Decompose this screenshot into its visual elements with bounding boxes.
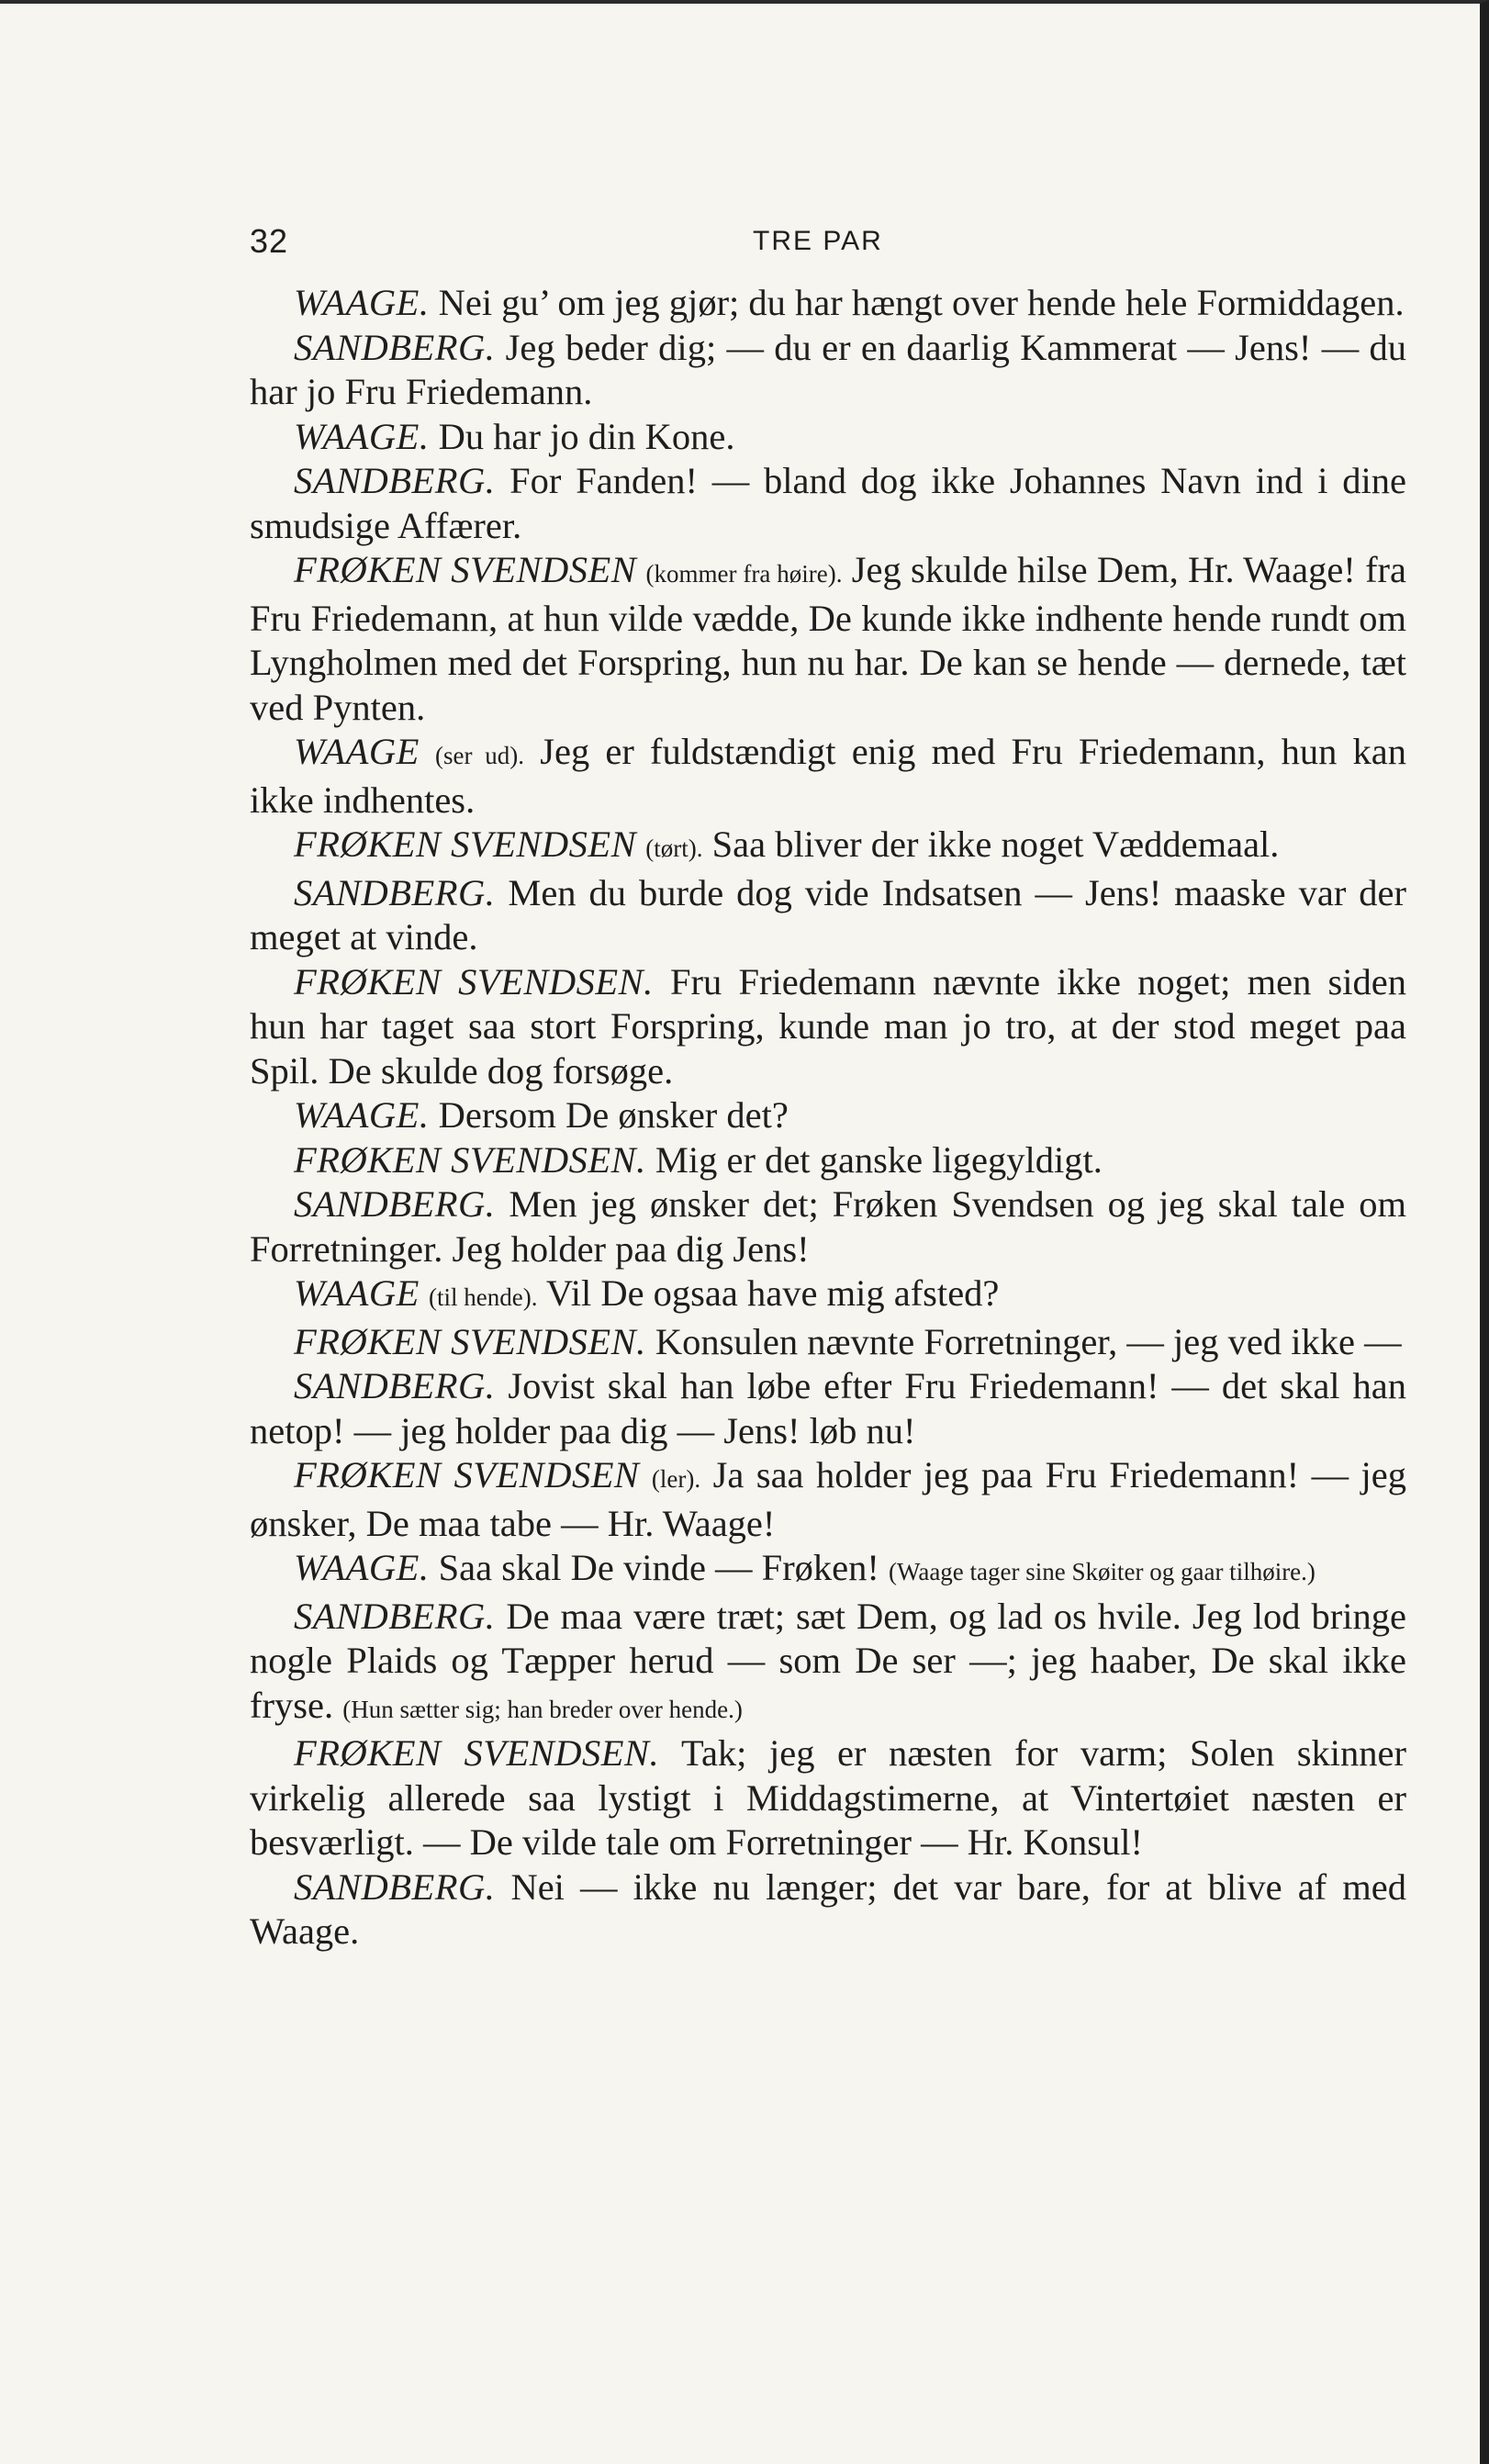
speaker-name: FRØKEN SVENDSEN.: [294, 1732, 660, 1774]
dialogue-text: Nei — ikke nu længer; det var bare, for at blive af med Waage.: [250, 1865, 1407, 1952]
speaker-name: SANDBERG.: [294, 460, 496, 501]
dialogue-paragraph: [250, 459, 1406, 548]
speaker-name: SANDBERG.: [294, 1183, 496, 1225]
dialogue-text: Jovist skal han løbe efter Fru Friedemann! — det skal han netop! — jeg holder paa dig — Jens! løb nu!: [250, 1365, 1407, 1451]
dialogue-paragraph: [250, 960, 1406, 1094]
dialogue-paragraph: [250, 548, 1406, 730]
dialogue-text: Jeg er fuldstændigt enig med Fru Friedemann, hun kan ikke indhentes.: [250, 731, 1407, 821]
speaker-name: SANDBERG.: [294, 871, 496, 913]
stage-direction: (til hende).: [429, 1283, 538, 1311]
dialogue-text: Fru Friedemann nævnte ikke noget; men siden hun har taget saa stort Forspring, kunde man jo tro, at der stod meget paa Spil. De skulde dog forsøge.: [250, 960, 1407, 1092]
speaker-name: WAAGE.: [294, 1094, 430, 1136]
speaker-name: FRØKEN SVENDSEN.: [294, 1138, 646, 1181]
speaker-name: FRØKEN SVENDSEN.: [294, 960, 654, 1002]
speaker-name: WAAGE: [294, 1272, 420, 1314]
speaker-name: WAAGE.: [294, 282, 430, 323]
dialogue-text: Dersom De ønsker det?: [438, 1094, 789, 1136]
dialogue-paragraph: [250, 823, 1406, 871]
dialogue-paragraph: [250, 730, 1406, 823]
dialogue-paragraph: [250, 871, 1406, 960]
speaker-name: WAAGE.: [294, 415, 430, 457]
dialogue-text: Saa skal De vinde — Frøken!: [438, 1547, 879, 1588]
stage-direction: (kommer fra høire).: [645, 560, 843, 588]
dialogue-text: Ja saa holder jeg paa Fru Friedemann! — jeg ønsker, De maa tabe — Hr. Waage!: [250, 1454, 1407, 1544]
stage-direction: (tørt).: [645, 834, 703, 862]
dialogue-paragraph: [250, 1731, 1406, 1865]
speaker-name: FRØKEN SVENDSEN: [294, 823, 637, 865]
dialogue-text: Jeg skulde hilse Dem, Hr. Waage! fra Fru Friedemann, at hun vilde vædde, De kunde ikke indhente hende rundt om Lyngholmen med det Forspring, hun nu har. De kan se hende — dernede, tæt ved Pynten.: [250, 549, 1407, 728]
speaker-name: FRØKEN SVENDSEN: [294, 1454, 640, 1495]
stage-direction: (Waage tager sine Skøiter og gaar tilhøire.): [889, 1558, 1315, 1585]
stage-direction: (ser ud).: [435, 742, 525, 769]
dialogue-text: De maa være træt; sæt Dem, og lad os hvile. Jeg lod bringe nogle Plaids og Tæpper herud — som De ser —; jeg haaber, De skal ikke fryse.: [250, 1595, 1407, 1726]
running-title: TRE PAR: [753, 226, 883, 256]
speaker-name: FRØKEN SVENDSEN: [294, 549, 637, 590]
speaker-name: WAAGE.: [294, 1547, 430, 1588]
speaker-name: WAAGE: [294, 731, 420, 772]
dialogue-text: Vil De ogsaa have mig afsted?: [545, 1272, 1000, 1314]
dialogue-text: For Fanden! — bland dog ikke Johannes Navn ind i dine smudsige Affærer.: [250, 460, 1407, 546]
dialogue-paragraph: [250, 1453, 1406, 1546]
dialogue-text: Saa bliver der ikke noget Væddemaal.: [711, 823, 1280, 865]
dialogue-paragraph: [250, 1364, 1406, 1453]
speaker-name: SANDBERG.: [294, 1595, 496, 1637]
dialogue-text: Tak; jeg er næsten for varm; Solen skinner virkelig allerede saa lystigt i Middagstimerne, at Vintertøiet næsten er besværligt. — De vilde tale om Forretninger — Hr. Konsul!: [250, 1732, 1406, 1863]
dialogue-text: Konsulen nævnte Forretninger, — jeg ved ikke —: [655, 1320, 1402, 1362]
dialogue-text: Men du burde dog vide Indsatsen — Jens! maaske var der meget at vinde.: [250, 871, 1406, 958]
dialogue-text: Du har jo din Kone.: [438, 415, 735, 457]
dialogue-text: Nei gu’ om jeg gjør; du har hængt over hende hele Formiddagen.: [438, 282, 1405, 323]
speaker-name: SANDBERG.: [294, 1865, 496, 1908]
dialogue-paragraph: [250, 1865, 1406, 1954]
dialogue-paragraph: [250, 1595, 1406, 1732]
page-header: [250, 222, 1406, 268]
dialogue-paragraph: [250, 415, 1406, 460]
dialogue-paragraph: [250, 1320, 1406, 1365]
dialogue-text: Men jeg ønsker det; Frøken Svendsen og jeg skal tale om Forretninger. Jeg holder paa dig Jens!: [250, 1183, 1406, 1270]
dialogue-paragraph: [250, 1138, 1406, 1183]
stage-direction: (Hun sætter sig; han breder over hende.): [342, 1695, 743, 1723]
speaker-name: FRØKEN SVENDSEN.: [294, 1320, 646, 1362]
dialogue-paragraph: [250, 1271, 1406, 1320]
dialogue-paragraph: [250, 326, 1406, 415]
play-text: [250, 281, 1406, 1954]
stage-direction: (ler).: [651, 1465, 701, 1493]
speaker-name: SANDBERG.: [294, 326, 496, 368]
speaker-name: SANDBERG.: [294, 1365, 496, 1406]
dialogue-paragraph: [250, 1093, 1406, 1138]
page-number: 32: [250, 222, 289, 260]
dialogue-paragraph: [250, 1546, 1406, 1595]
dialogue-text: Mig er det ganske ligegyldigt.: [655, 1138, 1103, 1181]
dialogue-paragraph: [250, 1182, 1406, 1271]
dialogue-text: Jeg beder dig; — du er en daarlig Kammerat — Jens! — du har jo Fru Friedemann.: [250, 326, 1407, 412]
dialogue-paragraph: [250, 281, 1406, 326]
